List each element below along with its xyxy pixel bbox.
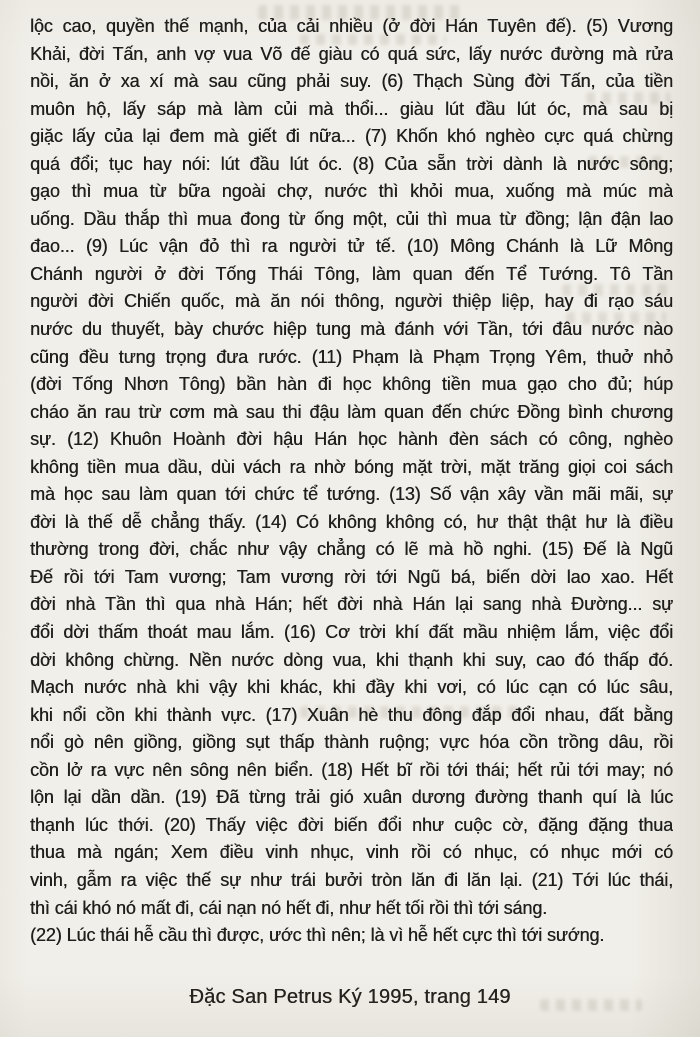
text-line: nồi, ăn ở xa xí mà sau cũng phải suy. (6) Thạch Sùng đời Tấn, của tiền: [30, 71, 673, 92]
text-line: giặc lấy của lại đem mà giết đi nữa... (7) Khốn khó nghèo cực quá chừng: [30, 126, 673, 147]
text-line: đời nhà Tần thì qua nhà Hán; hết đời nhà Hán lại sang nhà Đường... sự: [30, 594, 673, 615]
text-line: nổi gò nên giồng, giồng sụt thấp thành ruộng; vực hóa cồn trồng dâu, rồi: [30, 732, 673, 753]
text-line: người đời Chiến quốc, mà ăn nói thông, người thiệp liệp, hay đi rạo sáu: [30, 291, 673, 312]
text-line: thạnh lúc thới. (20) Thấy việc đời biến đổi như cuộc cờ, đặng đặng thua: [30, 814, 673, 835]
text-line: (22) Lúc thái hễ cầu thì được, ước thì nên; là vì hễ hết cực thì tới sướng.: [30, 925, 605, 946]
text-line: cháo ăn rau trừ cơm mà sau thi đậu làm quan đến chức Đồng bình chương: [30, 401, 673, 422]
text-line: lộn lại dần dần. (19) Đã từng trải gió xuân dương đường thanh quí là lúc: [30, 787, 673, 808]
text-line: (đời Tống Nhơn Tông) bần hàn đi học không tiền mua gạo cho đủ; húp: [30, 374, 673, 395]
text-line: đổi dời thấm thoát mau lắm. (16) Cơ trời khí đất mầu nhiệm lắm, việc đổi: [30, 622, 673, 643]
text-line: lộc cao, quyền thế mạnh, của cải nhiều (ở đời Hán Tuyên đế). (5) Vương: [30, 16, 673, 36]
text-line: cũng đều tưng trọng đưa rước. (11) Phạm là Phạm Trọng Yêm, thuở nhỏ: [30, 346, 673, 367]
text-line: thì cái khó nó mất đi, cái nạn nó hết đi, như hết tối rồi thì tới sáng.: [30, 897, 548, 918]
text-line: gạo thì mua từ bữa ngoài chợ, nước thì khỏi mua, xuống mà múc mà: [30, 181, 673, 202]
text-line: thường trong đời, chắc như vậy chẳng có lẽ mà hồ nghi. (15) Đế là Ngũ: [30, 539, 673, 560]
body-text: [30, 13, 673, 950]
text-line: Khải, đời Tấn, anh vợ vua Võ đế giàu có quá sức, lấy nước đường mà rửa: [30, 43, 673, 64]
text-line: nước du thuyết, bày chước hiệp tung mà đánh với Tần, tới đâu nước nào: [30, 319, 673, 340]
text-line: Mạch nước nhà khi vậy khi khác, khi đầy khi vơi, có lúc cạn có lúc sâu,: [30, 677, 673, 698]
text-line: muôn hộ, lấy sáp mà làm củi mà thổi... giàu lút đầu lút óc, mà sau bị: [30, 98, 673, 119]
text-line: mà học sau làm quan tới chức tể tướng. (13) Số vận xây vần mãi mãi, sự: [30, 484, 673, 505]
text-line: khi nổi cồn khi thành vực. (17) Xuân hè thu đông đắp đổi nhau, đất bằng: [30, 704, 673, 725]
text-line: đao... (9) Lúc vận đỏ thì ra người tử tế. (10) Mông Chánh là Lữ Mông: [30, 236, 673, 257]
text-line: vinh, gẫm ra việc thế sự như trái bưởi tròn lăn đi lăn lại. (21) Tới lúc thái,: [30, 869, 673, 890]
text-line: Chánh người ở đời Tống Thái Tông, làm quan đến Tể Tướng. Tô Tần: [30, 263, 673, 284]
text-line: sự. (12) Khuôn Hoành đời hậu Hán học hành đèn sách có công, nghèo: [30, 429, 673, 450]
text-line: Đế rồi tới Tam vương; Tam vương rời tới Ngũ bá, biến dời lao xao. Hết: [30, 566, 673, 587]
text-line: không tiền mua dầu, dùi vách ra nhờ bóng mặt trời, mặt trăng giọi coi sách: [30, 456, 673, 477]
page-footer-caption: Đặc San Petrus Ký 1995, trang 149: [189, 986, 511, 1008]
text-line: dời không chừng. Nền nước dòng vua, khi thạnh khi suy, cao đó thấp đó.: [30, 649, 673, 670]
text-line: uống. Dầu thắp thì mua đong từ ống một, củi thì mua từ đồng; lận đận lao: [30, 208, 673, 229]
text-line: đời là thế dễ chẳng thấy. (14) Có không không có, hư thật thật hư là điều: [30, 511, 673, 532]
text-line: quá đổi; tục hay nói: lút đầu lút óc. (8) Của sẵn trời dành là nước sông;: [30, 153, 673, 174]
text-line: thua mà ngán; Xem điều vinh nhục, vinh rồi có nhục, có nhục mới có: [30, 842, 673, 863]
text-line: cồn lở ra vực nên sông nên biển. (18) Hết bĩ rồi tới thái; hết rủi tới may; nó: [30, 759, 673, 780]
